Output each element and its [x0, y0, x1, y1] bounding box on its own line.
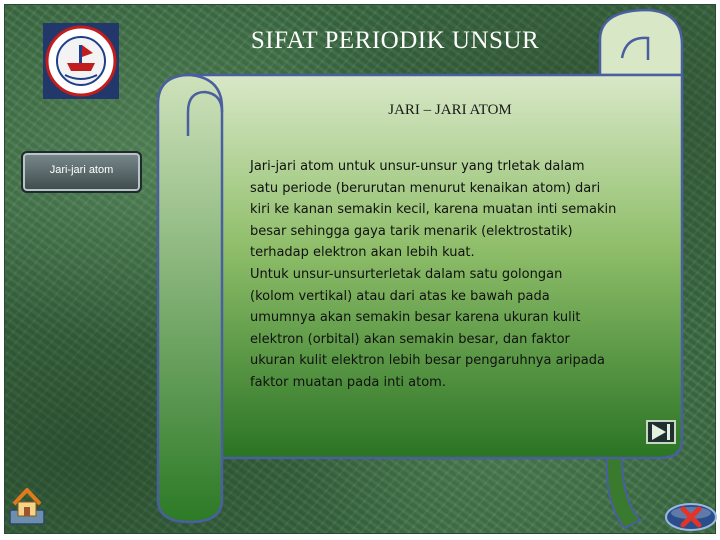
body-line: (kolom vertikal) atau dari atas ke bawah pada	[250, 288, 550, 304]
body-line: umumnya akan semakin besar karena ukuran kulit	[250, 310, 581, 326]
nav-button-label: Jari-jari atom	[49, 164, 114, 176]
close-x-icon[interactable]	[664, 502, 718, 532]
next-arrow-icon[interactable]	[646, 420, 676, 444]
body-line: kiri ke kanan semakin kecil, karena muatan inti semakin	[250, 202, 617, 218]
body-line: terhadap elektron akan lebih kuat.	[250, 245, 475, 261]
slide-title: SIFAT PERIODIK UNSUR	[250, 27, 540, 54]
body-line: satu periode (berurutan menurut kenaikan atom) dari	[250, 180, 601, 196]
body-line: Jari-jari atom untuk unsur-unsur yang trletak dalam	[250, 159, 585, 174]
home-icon[interactable]	[8, 484, 46, 526]
content-body	[250, 156, 662, 394]
body-line: elektron (orbital) akan semakin besar, dan faktor	[250, 331, 570, 347]
body-line: besar sehingga gaya tarik menarik (elektrostatik)	[250, 223, 573, 239]
body-line: faktor muatan pada inti atom.	[250, 374, 446, 390]
body-line: ukuran kulit elektron lebih besar pengaruhnya aripada	[250, 353, 605, 369]
content-heading: JARI – JARI ATOM	[388, 102, 512, 118]
body-line: Untuk unsur-unsurterletak dalam satu golongan	[250, 266, 563, 282]
